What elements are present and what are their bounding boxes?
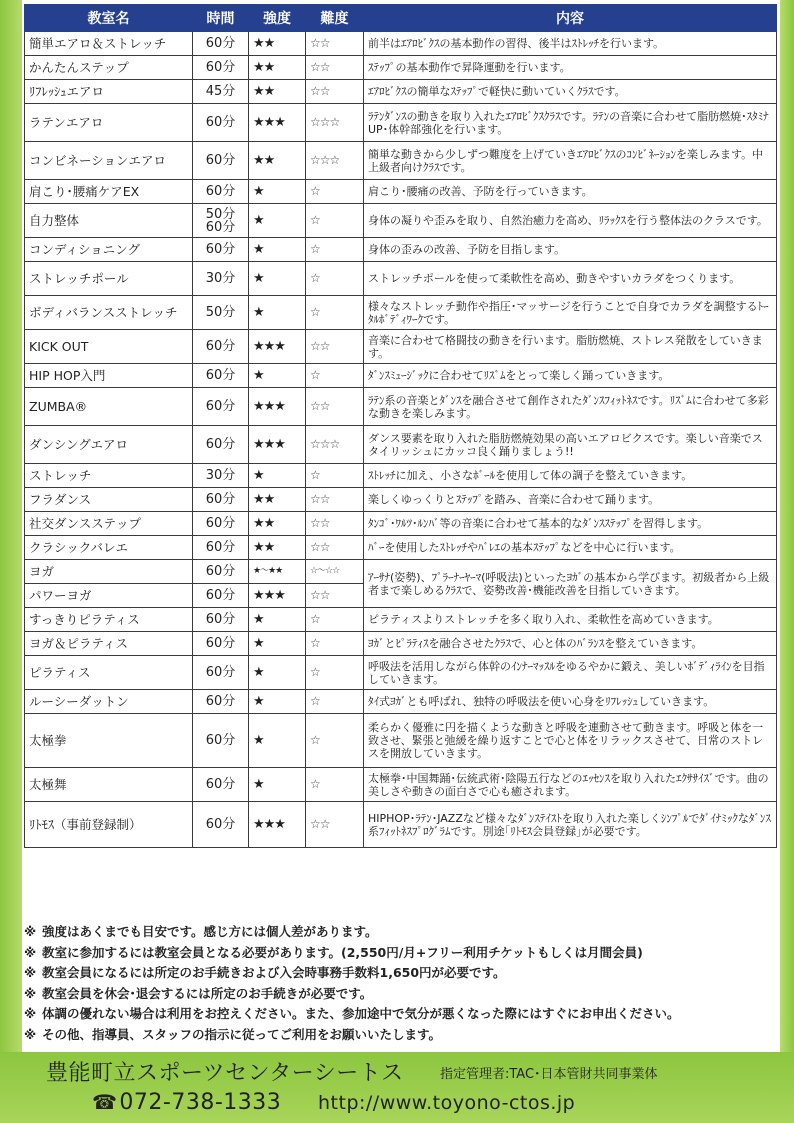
class-time: 50分 [193,296,249,330]
class-name: HIP HOP入門 [25,364,193,388]
table-row [25,632,777,656]
class-time: 60分 [193,608,249,632]
class-description: 様々なストレッチ動作や指圧･マッサージを行うことで自身でカラダを調整するﾄｰﾀﾙﾎﾞﾃﾞｨﾜｰｸです。 [364,296,777,330]
note-text: 教室会員を休会･退会するには所定のお手続きが必要です。 [42,985,373,1001]
intensity-rating: ★★ [249,56,306,80]
class-name: 自力整体 [25,204,193,238]
intensity-rating: ★ [249,464,306,488]
class-description: ｱｰｻﾅ(姿勢)、ﾌﾟﾗｰﾅｰﾔｰﾏ(呼吸法)といったﾖｶﾞの基本から学びます。初級者から上級者まで楽しめるｸﾗｽで、姿勢改善･機能改善を目指していきます。 [364,560,777,608]
difficulty-rating: ☆☆ [306,80,364,104]
right-green-edge [780,0,794,1062]
difficulty-rating: ☆ [306,608,364,632]
class-time: 60分 [193,768,249,802]
class-name: 太極拳 [25,714,193,768]
difficulty-rating: ☆ [306,262,364,296]
class-name: 肩こり･腰痛ケアEX [25,180,193,204]
class-name: 太極舞 [25,768,193,802]
table-row [25,608,777,632]
table-row [25,238,777,262]
class-time: 45分 [193,80,249,104]
class-time: 60分 [193,56,249,80]
class-sheet [22,0,780,1062]
note-text: 強度はあくまでも目安です。感じ方には個人差があります。 [42,924,378,939]
class-description: ﾗﾃﾝﾀﾞﾝｽの動きを取り入れたｴｱﾛﾋﾞｸｽｸﾗｽです。ﾗﾃﾝの音楽に合わせて脂肪燃焼･ｽﾀﾐﾅUP･体幹部強化を行います。 [364,104,777,142]
class-description: 太極拳･中国舞踊･伝統武術･陰陽五行などのｴｯｾﾝｽを取り入れたｴｸｻｻｲｽﾞです。曲の美しさや動きの面白さで心も癒されます。 [364,768,777,802]
class-description: HIPHOP･ﾗﾃﾝ･JAZZなど様々なﾀﾞﾝｽﾃｲｽﾄを取り入れた楽しくｼﾝﾌﾟﾙでﾀﾞｲﾅﾐｯｸなﾀﾞﾝｽ系ﾌｨｯﾄﾈｽﾌﾟﾛｸﾞﾗﾑです。別途｢ﾘﾄﾓｽ会員登録｣が必要です。 [364,802,777,848]
table-row [25,388,777,426]
intensity-rating: ★ [249,364,306,388]
class-description: ピラティスよりストレッチを多く取り入れ、柔軟性を高めていきます。 [364,608,777,632]
class-name: ピラティス [25,656,193,690]
table-row [25,512,777,536]
class-name: ﾘﾄﾓｽ（事前登録制） [25,802,193,848]
intensity-rating: ★★★ [249,426,306,464]
difficulty-rating: ☆☆ [306,802,364,848]
phone-icon: ☎ [92,1090,118,1114]
class-time: 60分 [193,656,249,690]
table-row [25,330,777,364]
intensity-rating: ★ [249,262,306,296]
intensity-rating: ★★ [249,536,306,560]
class-description: 柔らかく優雅に円を描くような動きと呼吸を連動させて動きます。呼吸と体を一致させ、緊張と弛緩を繰り返すことで心と体をリラックスさせて、日常のストレスを開放していきます。 [364,714,777,768]
table-row [25,464,777,488]
footer-bar [0,1052,794,1123]
left-green-edge [0,0,22,1062]
note-text: 教室会員になるには所定のお手続きおよび入会時事務手数料1,650円が必要です。 [42,965,506,980]
difficulty-rating: ☆☆ [306,330,364,364]
table-row [25,80,777,104]
class-time: 60分 [193,512,249,536]
note-mark: ※ [24,985,37,1001]
note-item [22,943,780,964]
class-name: ボディバランスストレッチ [25,296,193,330]
intensity-rating: ★★★ [249,584,306,608]
facility-name: 豊能町立スポーツセンターシートス [46,1061,404,1086]
class-description: ストレッチポールを使って柔軟性を高め、動きやすいカラダをつくります。 [364,262,777,296]
intensity-rating: ★ [249,180,306,204]
class-time: 60分 [193,488,249,512]
intensity-rating: ★ [249,656,306,690]
class-description: ﾀﾝｺﾞ･ﾜﾙﾂ･ﾙﾝﾊﾞ等の音楽に合わせて基本的なﾀﾞﾝｽｽﾃｯﾌﾟを習得します。 [364,512,777,536]
note-item [22,1025,780,1046]
table-row [25,204,777,238]
class-description: 呼吸法を活用しながら体幹のｲﾝﾅｰﾏｯｽﾙをゆるやかに鍛え、美しいﾎﾞﾃﾞｨﾗｲﾝを目指していきます。 [364,656,777,690]
class-time: 60分 [193,104,249,142]
class-description: ﾗﾃﾝ系の音楽とﾀﾞﾝｽを融合させて創作されたﾀﾞﾝｽﾌｨｯﾄﾈｽです。ﾘｽﾞﾑに合わせて多彩な動きを楽しみます。 [364,388,777,426]
difficulty-rating: ☆ [306,656,364,690]
difficulty-rating: ☆ [306,690,364,714]
class-description: ｽﾄﾚｯﾁに加え、小さなﾎﾞｰﾙを使用して体の調子を整えていきます。 [364,464,777,488]
table-row [25,560,777,584]
difficulty-rating: ☆☆☆ [306,426,364,464]
notes-list [22,922,780,1045]
table-row [25,768,777,802]
intensity-rating: ★ [249,238,306,262]
class-name: ZUMBA® [25,388,193,426]
note-mark: ※ [24,1026,37,1042]
class-name: かんたんステップ [25,56,193,80]
class-description: 身体の歪みの改善、予防を目指します。 [364,238,777,262]
intensity-rating: ★★ [249,80,306,104]
table-row [25,714,777,768]
intensity-rating: ★ [249,768,306,802]
table-row [25,536,777,560]
class-name: 社交ダンスステップ [25,512,193,536]
header-difficulty: 難度 [306,5,364,32]
class-time: 60分 [193,388,249,426]
difficulty-rating: ☆ [306,768,364,802]
class-description: 楽しくゆっくりとｽﾃｯﾌﾟを踏み、音楽に合わせて踊ります。 [364,488,777,512]
class-time: 60分 [193,714,249,768]
class-time: 30分 [193,262,249,296]
class-time: 60分 [193,426,249,464]
class-name: 簡単エアロ＆ストレッチ [25,32,193,56]
class-time: 60分 [193,364,249,388]
header-time: 時間 [193,5,249,32]
class-time: 60分 [193,180,249,204]
note-text: その他、指導員、スタッフの指示に従ってご利用をお願いいたします。 [42,1026,442,1042]
intensity-rating: ★★★ [249,388,306,426]
class-description: ダンス要素を取り入れた脂肪燃焼効果の高いエアロビクスです。楽しい音楽でスタイリッシュにカッコ良く踊りましょう!! [364,426,777,464]
table-row [25,488,777,512]
class-description: 前半はｴｱﾛﾋﾞｸｽの基本動作の習得、後半はｽﾄﾚｯﾁを行います。 [364,32,777,56]
difficulty-rating: ☆☆☆ [306,142,364,180]
class-name: クラシックバレエ [25,536,193,560]
intensity-rating: ★★★ [249,104,306,142]
class-description: ﾊﾞｰを使用したｽﾄﾚｯﾁやﾊﾞﾚｴの基本ｽﾃｯﾌﾟなどを中心に行います。 [364,536,777,560]
phone-number[interactable] [92,1090,281,1115]
note-text: 体調の優れない場合は利用をお控えください。また、参加途中で気分が悪くなった際にはすぐにお申出ください。 [42,1006,680,1021]
table-row [25,32,777,56]
intensity-rating: ★★ [249,32,306,56]
table-body [25,32,777,848]
note-mark: ※ [24,944,37,960]
note-item [22,1004,780,1025]
table-row [25,364,777,388]
difficulty-rating: ☆☆ [306,536,364,560]
class-description: 簡単な動きから少しずつ難度を上げていきｴｱﾛﾋﾞｸｽのｺﾝﾋﾞﾈｰｼｮﾝを楽しみます。中上級者向けｸﾗｽです。 [364,142,777,180]
class-time: 60分 [193,802,249,848]
table-row [25,690,777,714]
class-time: 60分 [193,32,249,56]
intensity-rating: ★～★★ [249,560,306,584]
class-time: 60分 [193,690,249,714]
intensity-rating: ★ [249,608,306,632]
class-name: すっきりピラティス [25,608,193,632]
class-time: 60分 [193,330,249,364]
table-row [25,802,777,848]
difficulty-rating: ☆☆ [306,512,364,536]
difficulty-rating: ☆☆ [306,388,364,426]
note-mark: ※ [24,1006,37,1021]
class-description: 音楽に合わせて格闘技の動きを行います。脂肪燃焼、ストレス発散をしていきます。 [364,330,777,364]
difficulty-rating: ☆～☆☆ [306,560,364,584]
difficulty-rating: ☆☆☆ [306,104,364,142]
class-name: ストレッチ [25,464,193,488]
table-row [25,296,777,330]
intensity-rating: ★ [249,690,306,714]
table-row [25,104,777,142]
class-description: 身体の凝りや歪みを取り、自然治癒力を高め、ﾘﾗｯｸｽを行う整体法のクラスです。 [364,204,777,238]
table-row [25,656,777,690]
table-row [25,142,777,180]
table-row [25,180,777,204]
difficulty-rating: ☆ [306,180,364,204]
difficulty-rating: ☆ [306,204,364,238]
difficulty-rating: ☆ [306,238,364,262]
class-time: 60分 [193,560,249,584]
designated-manager: 指定管理者:TAC･日本管財共同事業体 [440,1067,658,1082]
intensity-rating: ★ [249,714,306,768]
difficulty-rating: ☆☆ [306,488,364,512]
class-name: パワーヨガ [25,584,193,608]
intensity-rating: ★★ [249,488,306,512]
class-time: 60分 [193,584,249,608]
intensity-rating: ★★★ [249,802,306,848]
class-description: ｽﾃｯﾌﾟの基本動作で昇降運動を行います。 [364,56,777,80]
class-name: ストレッチポール [25,262,193,296]
class-name: コンビネーションエアロ [25,142,193,180]
class-schedule-table [24,4,777,848]
website-link[interactable]: http://www.toyono-ctos.jp [318,1092,576,1114]
class-name: ダンシングエアロ [25,426,193,464]
note-mark: ※ [24,965,37,980]
difficulty-rating: ☆ [306,296,364,330]
table-header-row [25,5,777,32]
intensity-rating: ★ [249,204,306,238]
note-item [22,963,780,984]
difficulty-rating: ☆ [306,464,364,488]
class-time: 60分 [193,632,249,656]
note-mark: ※ [24,924,37,939]
note-item [22,922,780,943]
class-name: ヨガ＆ピラティス [25,632,193,656]
class-name: コンディショニング [25,238,193,262]
header-content: 内容 [364,5,777,32]
class-description: 肩こり･腰痛の改善、予防を行っていきます。 [364,180,777,204]
class-name: フラダンス [25,488,193,512]
intensity-rating: ★★ [249,142,306,180]
class-name: ﾘﾌﾚｯｼｭエアロ [25,80,193,104]
intensity-rating: ★ [249,632,306,656]
class-time: 60分 [193,238,249,262]
table-row [25,56,777,80]
class-name: KICK OUT [25,330,193,364]
intensity-rating: ★★ [249,512,306,536]
difficulty-rating: ☆☆ [306,32,364,56]
note-text: 教室に参加するには教室会員となる必要があります。(2,550円/月+フリー利用チケットもしくは月間会員) [42,944,643,960]
difficulty-rating: ☆☆ [306,584,364,608]
table-row [25,262,777,296]
class-description: ｴｱﾛﾋﾞｸｽの簡単なｽﾃｯﾌﾟで軽快に動いていくｸﾗｽです。 [364,80,777,104]
class-description: ﾀﾞﾝｽﾐｭｰｼﾞｯｸに合わせてﾘｽﾞﾑをとって楽しく踊っていきます。 [364,364,777,388]
intensity-rating: ★ [249,296,306,330]
intensity-rating: ★★★ [249,330,306,364]
class-time: 60分 [193,142,249,180]
class-description: ﾀｲ式ﾖｶﾞとも呼ばれ、独特の呼吸法を使い心身をﾘﾌﾚｯｼｭしていきます。 [364,690,777,714]
class-name: ヨガ [25,560,193,584]
difficulty-rating: ☆ [306,632,364,656]
table-row [25,426,777,464]
difficulty-rating: ☆ [306,364,364,388]
class-name: ラテンエアロ [25,104,193,142]
class-time: 50分 60分 [193,204,249,238]
class-time: 30分 [193,464,249,488]
class-time: 60分 [193,536,249,560]
class-name: ルーシーダットン [25,690,193,714]
phone-text: 072-738-1333 [119,1090,282,1115]
difficulty-rating: ☆☆ [306,56,364,80]
header-class-name: 教室名 [25,5,193,32]
class-description: ﾖｶﾞとﾋﾟﾗﾃｨｽを融合させたｸﾗｽで、心と体のﾊﾞﾗﾝｽを整えていきます。 [364,632,777,656]
difficulty-rating: ☆ [306,714,364,768]
header-intensity: 強度 [249,5,306,32]
note-item [22,984,780,1005]
